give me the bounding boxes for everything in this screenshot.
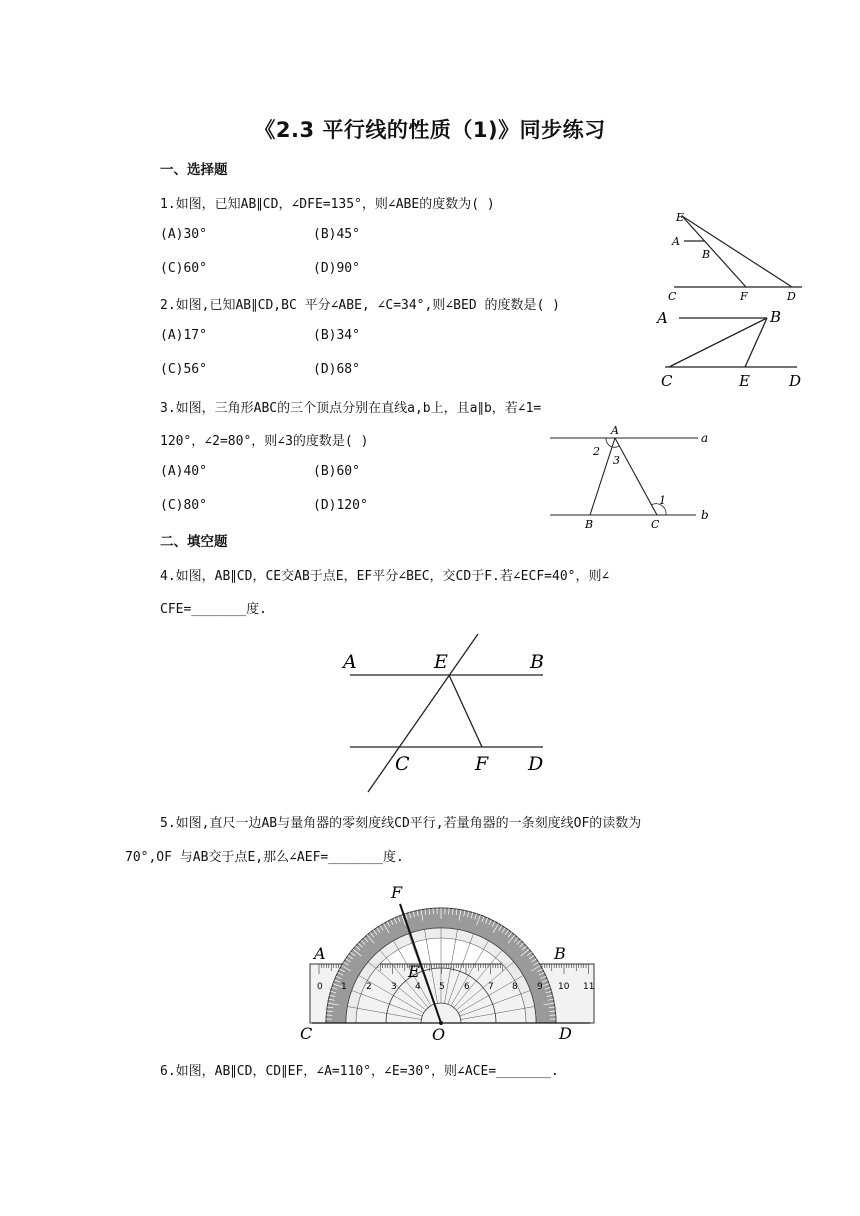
q3-option-a: (A)40°	[160, 464, 207, 479]
q1-figure	[660, 208, 810, 303]
q3-label-angle-3: 3	[613, 454, 620, 467]
q5-label-a: A	[314, 944, 326, 963]
q2-figure	[655, 305, 810, 390]
q4-label-a: A	[343, 651, 357, 673]
q4-label-f: F	[475, 753, 489, 775]
ruler-number-8: 8	[512, 982, 518, 992]
q1-label-f: F	[740, 290, 748, 303]
q2-label-e: E	[739, 372, 750, 390]
q1-option-c: (C)60°	[160, 261, 207, 276]
q3-option-c: (C)80°	[160, 498, 207, 513]
ruler-number-3: 3	[391, 982, 397, 992]
q2-label-a: A	[657, 309, 668, 327]
question-6-stem: 6.如图，AB∥CD，CD∥EF，∠A=110°，∠E=30°，则∠ACE=_______.	[160, 1064, 559, 1079]
q3-figure	[548, 422, 718, 532]
q5-label-o: O	[432, 1025, 446, 1044]
ruler-number-2: 2	[366, 982, 372, 992]
q1-option-b: (B)45°	[313, 227, 360, 242]
q3-label-line-b: b	[701, 508, 709, 522]
ruler-number-1: 1	[341, 982, 347, 992]
q4-figure	[338, 630, 558, 795]
q1-label-c: C	[668, 290, 677, 303]
page-title: 《2.3 平行线的性质（1)》同步练习	[254, 118, 606, 142]
q5-label-c: C	[300, 1024, 313, 1043]
q1-label-d: D	[787, 290, 796, 303]
question-5-stem-line1: 5.如图,直尺一边AB与量角器的零刻度线CD平行,若量角器的一条刻度线OF的读数为	[160, 816, 642, 831]
q4-label-d: D	[528, 753, 544, 775]
q5-label-d: D	[559, 1024, 572, 1043]
q3-option-b: (B)60°	[313, 464, 360, 479]
q1-option-a: (A)30°	[160, 227, 207, 242]
q3-label-line-a: a	[701, 431, 709, 445]
q3-label-b: B	[585, 518, 594, 531]
q1-option-d: (D)90°	[313, 261, 360, 276]
q2-label-c: C	[661, 372, 673, 390]
ruler-number-9: 9	[537, 982, 543, 992]
q4-label-c: C	[395, 753, 410, 775]
ruler-number-4: 4	[415, 982, 421, 992]
q3-label-angle-1: 1	[659, 494, 666, 507]
q2-option-b: (B)34°	[313, 328, 360, 343]
q5-label-b: B	[554, 944, 566, 963]
ruler-number-11: 11	[583, 982, 595, 992]
section-heading-choice: 一、选择题	[160, 162, 228, 178]
q5-label-e: E	[408, 962, 420, 981]
ruler-number-6: 6	[464, 982, 470, 992]
q1-label-e: E	[676, 211, 685, 224]
question-2-stem: 2.如图,已知AB∥CD,BC 平分∠ABE, ∠C=34°,则∠BED 的度数是( )	[160, 298, 560, 313]
q3-label-angle-2: 2	[593, 445, 600, 458]
q2-label-b: B	[770, 308, 782, 326]
question-3-stem-line1: 3.如图，三角形ABC的三个顶点分别在直线a,b上，且a∥b，若∠1=	[160, 401, 542, 416]
q2-option-c: (C)56°	[160, 362, 207, 377]
ruler-number-10: 10	[558, 982, 570, 992]
q2-option-a: (A)17°	[160, 328, 207, 343]
question-4-stem-line1: 4.如图，AB∥CD，CE交AB于点E，EF平分∠BEC，交CD于F.若∠ECF=40°，则∠	[160, 569, 610, 584]
q4-label-b: B	[530, 651, 544, 673]
q3-option-d: (D)120°	[313, 498, 368, 513]
q3-label-c: C	[651, 518, 660, 531]
q4-label-e: E	[434, 651, 448, 673]
q1-label-a: A	[672, 235, 680, 248]
q1-label-b: B	[702, 248, 711, 261]
section-heading-fill: 二、填空题	[160, 534, 228, 550]
ruler-number-5: 5	[439, 982, 445, 992]
q5-label-f: F	[391, 883, 403, 902]
question-1-stem: 1.如图，已知AB∥CD，∠DFE=135°，则∠ABE的度数为( )	[160, 197, 495, 212]
question-4-stem-line2: CFE=_______度.	[160, 602, 267, 617]
ruler-number-7: 7	[488, 982, 494, 992]
q3-label-a: A	[611, 424, 619, 437]
q5-figure	[300, 880, 600, 1042]
ruler-number-0: 0	[317, 982, 323, 992]
q2-option-d: (D)68°	[313, 362, 360, 377]
question-3-stem-line2: 120°，∠2=80°，则∠3的度数是( )	[160, 434, 369, 449]
q2-label-d: D	[789, 372, 802, 390]
question-5-stem-line2: 70°,OF 与AB交于点E,那么∠AEF=_______度.	[125, 850, 404, 865]
